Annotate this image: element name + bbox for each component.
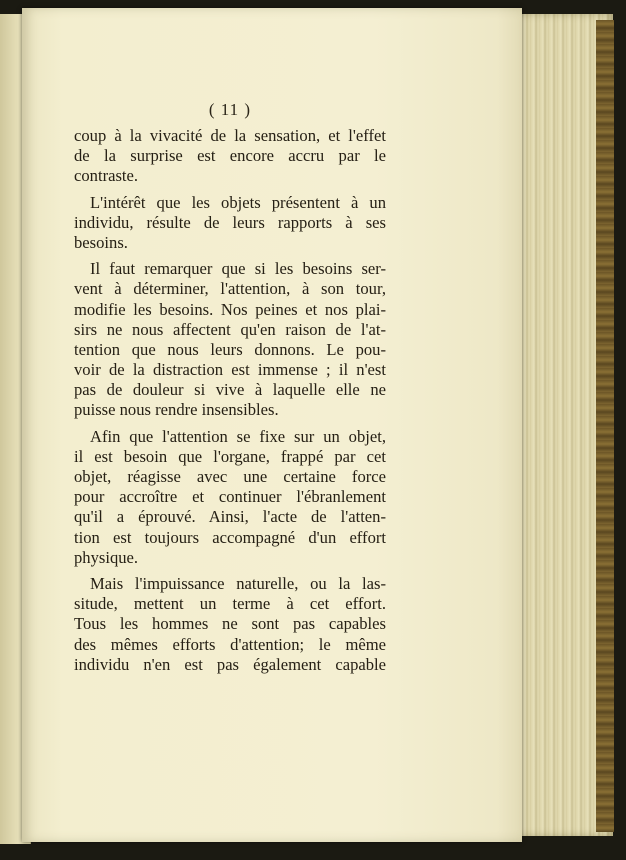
text-line: vent à déterminer, l'attention, à son tour, bbox=[74, 279, 386, 299]
text-line: individu n'en est pas également capable bbox=[74, 654, 386, 674]
text-line: objet, réagisse avec une certaine force bbox=[74, 467, 386, 486]
text-line: de la surprise est encore accru par le bbox=[74, 146, 386, 166]
text-line: individu, résulte de leurs rapports à ses bbox=[74, 212, 386, 232]
text-line: besoins. bbox=[74, 232, 128, 252]
text-line: Mais l'impuissance naturelle, ou la las- bbox=[90, 573, 386, 593]
page-text bbox=[74, 126, 386, 675]
text-line: physique. bbox=[74, 547, 139, 567]
text-line: coup à la vivacité de la sensation, et l'effet bbox=[74, 126, 386, 145]
text-line: sirs ne nous affectent qu'en raison de l'at- bbox=[74, 319, 386, 339]
text-line: Il faut remarquer que si les besoins ser- bbox=[90, 259, 386, 279]
text-line: des mêmes efforts d'attention; le même bbox=[74, 634, 386, 654]
text-line: pas de douleur si vive à laquelle elle ne bbox=[74, 380, 386, 400]
text-line: situde, mettent un terme à cet effort. bbox=[74, 594, 386, 614]
text-line: puisse nous rendre insensibles. bbox=[74, 400, 279, 420]
text-line: Tous les hommes ne sont pas capables bbox=[74, 614, 386, 634]
book-cover-edge bbox=[596, 20, 614, 832]
text-line: pour accroître et continuer l'ébranlement bbox=[74, 487, 386, 507]
text-line: modifie les besoins. Nos peines et nos plai- bbox=[74, 299, 386, 319]
text-line: tion est toujours accompagné d'un effort bbox=[74, 527, 386, 547]
page-number: ( 11 ) bbox=[208, 100, 252, 119]
text-line: Afin que l'attention se fixe sur un objet, bbox=[90, 426, 386, 446]
text-line: il est besoin que l'organe, frappé par cet bbox=[74, 446, 386, 466]
text-line: tention que nous leurs donnons. Le pou- bbox=[74, 339, 386, 359]
text-line: voir de la distraction est immense ; il n'est bbox=[74, 360, 386, 380]
text-line: qu'il a éprouvé. Ainsi, l'acte de l'atten- bbox=[74, 507, 386, 527]
text-line: L'intérêt que les objets présentent à un bbox=[90, 192, 386, 212]
text-line: contraste. bbox=[74, 166, 139, 186]
